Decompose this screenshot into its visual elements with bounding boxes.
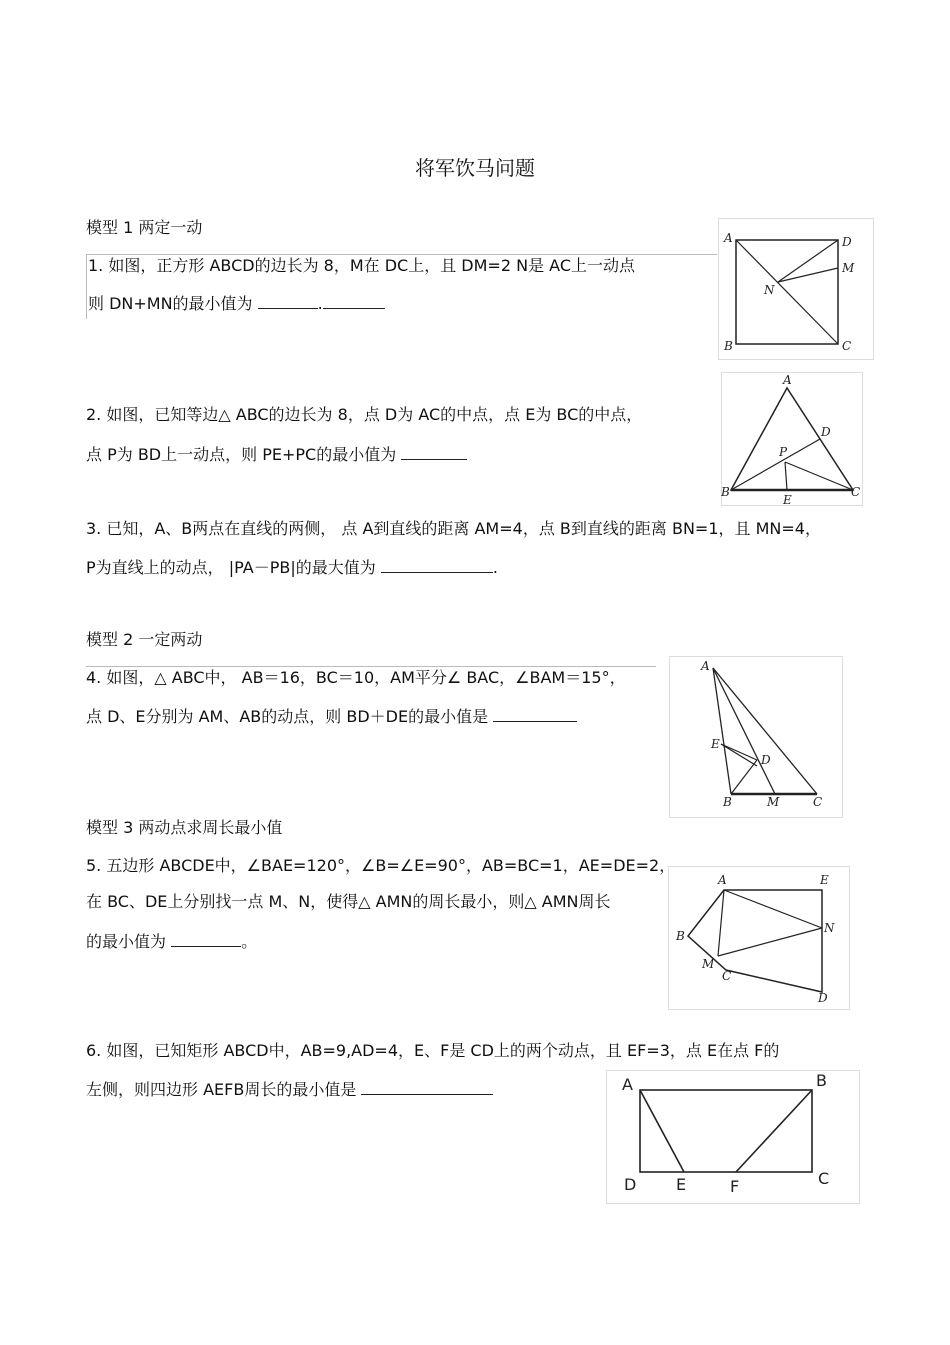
q4-line2-text: 点 D、E分别为 AM、AB的动点，则 BD＋DE的最小值是 (86, 707, 489, 726)
q6-label-c: C (818, 1169, 830, 1188)
q1-label-n: N (764, 283, 775, 297)
q5-line3 (86, 930, 257, 952)
q4-label-e: E (711, 737, 720, 751)
q1-label-d: D (842, 235, 852, 249)
q1-label-b: B (724, 339, 733, 353)
q1-line2-suffix: . (317, 294, 323, 313)
q5-label-m: M (702, 957, 715, 971)
q4-label-a: A (701, 659, 710, 673)
q5-label-n: N (824, 921, 835, 935)
q1-answer-blank[interactable] (258, 292, 318, 309)
q2-label-a: A (783, 373, 792, 387)
q1-line2-text: 则 DN+MN的最小值为 (88, 294, 253, 313)
q4-answer-blank[interactable] (493, 705, 577, 722)
model1-heading: 模型 1 两定一动 (86, 218, 203, 237)
q4-label-c: C (813, 795, 823, 809)
q5-line2: 在 BC、DE上分别找一点 M、N，使得△ AMN的周长最小，则△ AMN周长 (86, 892, 611, 911)
q3-answer-blank[interactable] (381, 556, 493, 573)
q2-figure (721, 372, 863, 506)
q6-line2 (86, 1078, 493, 1100)
q3-line2 (86, 556, 498, 578)
q5-label-e: E (820, 873, 829, 887)
q1-line1: 1. 如图，正方形 ABCD的边长为 8，M在 DC上，且 DM=2 N是 AC上一动点 (88, 256, 635, 275)
q6-label-a: A (622, 1075, 633, 1094)
page-title: 将军饮马问题 (415, 156, 535, 180)
q5-line3-suffix: 。 (241, 932, 258, 951)
q6-label-f: F (730, 1177, 740, 1196)
q4-figure (669, 656, 843, 818)
q2-answer-blank[interactable] (401, 443, 467, 460)
q2-line2-text: 点 P为 BD上一动点，则 PE+PC的最小值为 (86, 445, 397, 464)
q5-label-a: A (718, 873, 727, 887)
q5-label-c: C (722, 969, 732, 983)
q6-line2-text: 左侧，则四边形 AEFB周长的最小值是 (86, 1080, 357, 1099)
q6-label-d: D (624, 1175, 637, 1194)
q3-line2-text: P为直线上的动点， |PA－PB|的最大值为 (86, 558, 376, 577)
q5-line3-text: 的最小值为 (86, 932, 167, 951)
q6-figure (606, 1070, 860, 1204)
q3-line2-suffix: . (492, 558, 498, 577)
q5-answer-blank[interactable] (171, 930, 241, 947)
q6-label-e: E (676, 1175, 687, 1194)
q5-label-b: B (676, 929, 685, 943)
q1-label-c: C (842, 339, 852, 353)
q2-label-p: P (779, 445, 788, 459)
q4-label-d: D (761, 753, 771, 767)
q2-label-b: B (721, 485, 730, 499)
q6-line1: 6. 如图，已知矩形 ABCD中，AB=9,AD=4，E、F是 CD上的两个动点，且 EF=3，点 E在点 F的 (86, 1041, 780, 1060)
model3-heading: 模型 3 两动点求周长最小值 (86, 818, 283, 837)
q5-figure (668, 866, 850, 1010)
q1-answer-blank-tail (323, 292, 385, 309)
model2-heading: 模型 2 一定两动 (86, 630, 203, 649)
q1-label-a: A (724, 231, 733, 245)
q6-answer-blank[interactable] (361, 1078, 493, 1095)
q2-line1: 2. 如图，已知等边△ ABC的边长为 8，点 D为 AC的中点，点 E为 BC的中点， (86, 405, 643, 424)
q5-label-d: D (818, 991, 828, 1005)
q2-label-e: E (783, 493, 792, 506)
q2-label-c: C (851, 485, 861, 499)
q2-line2 (86, 443, 467, 465)
q1-figure (718, 218, 874, 360)
q2-label-d: D (821, 425, 831, 439)
q6-label-b: B (816, 1071, 827, 1090)
q1-line2 (88, 292, 385, 314)
q1-label-m: M (842, 261, 855, 275)
q4-label-m: M (767, 795, 780, 809)
q4-label-b: B (723, 795, 732, 809)
q5-line1: 5. 五边形 ABCDE中，∠BAE=120°，∠B=∠E=90°，AB=BC=1，AE=DE=2， (86, 856, 676, 875)
q4-line1: 4. 如图，△ ABC中， AB＝16，BC＝10，AM平分∠ BAC，∠BAM＝15°， (86, 668, 626, 687)
q3-line1: 3. 已知，A、B两点在直线的两侧， 点 A到直线的距离 AM=4，点 B到直线的距离 BN=1，且 MN=4， (86, 519, 821, 538)
q4-line2 (86, 705, 577, 727)
